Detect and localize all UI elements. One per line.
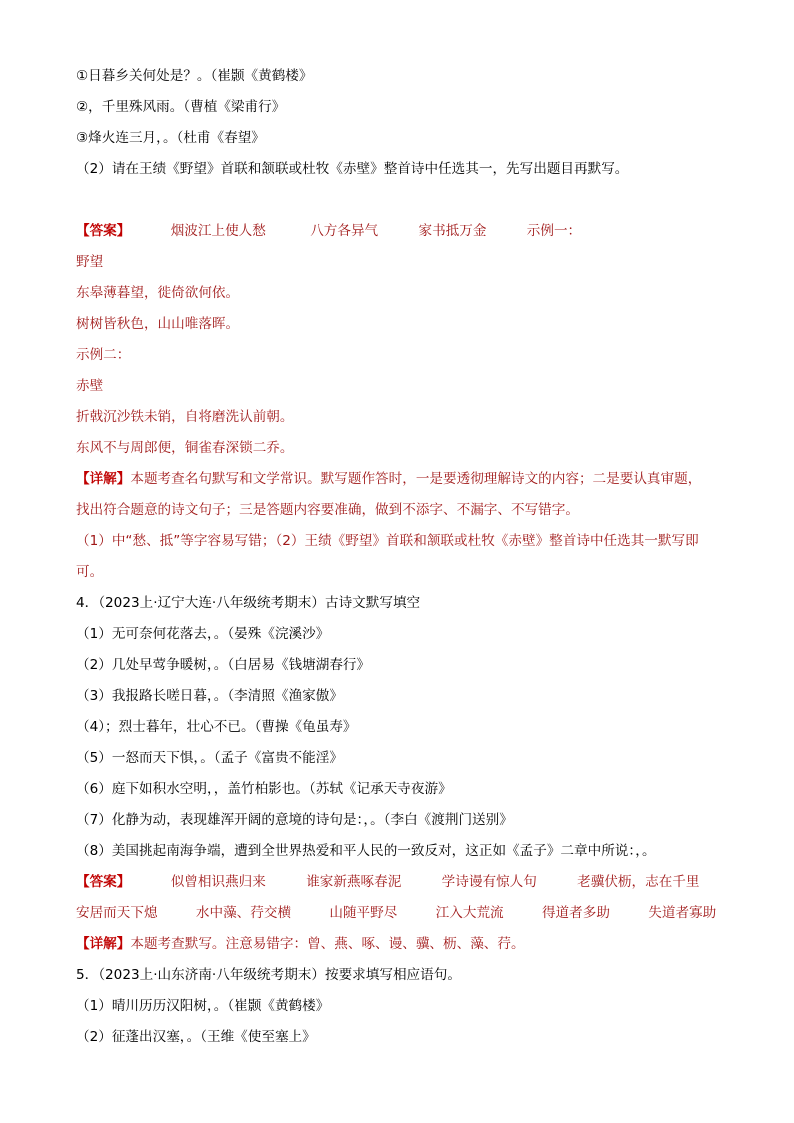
q4-item: （1）无可奈何花落去，。（晏殊《浣溪沙》 bbox=[76, 626, 330, 642]
q4-item: （8）美国挑起南海争端，遭到全世界热爱和平人民的一致反对，这正如《孟子》二章中所说：，。 bbox=[76, 843, 656, 859]
detail-text: 本题考查默写。注意易错字：曾、燕、啄、谩、骥、枥、藻、荇。 bbox=[130, 936, 525, 952]
answer-item: 老骥伏枥，志在千里 bbox=[577, 874, 700, 890]
answer-item: 山随平野尽 bbox=[329, 905, 398, 921]
q4-item: （7）化静为动，表现雄浑开阔的意境的诗句是：，。（李白《渡荆门送别》 bbox=[76, 812, 513, 828]
answer-line: 东皋薄暮望，徙倚欲何依。 bbox=[76, 285, 240, 301]
q4-item: （5）一怒而天下惧，。（孟子《富贵不能淫》 bbox=[76, 750, 343, 766]
q3-part-2: （2）请在王绩《野望》首联和颔联或杜牧《赤壁》整首诗中任选其一，先写出题目再默写。 bbox=[76, 161, 629, 177]
detail-tag: 【详解】 bbox=[76, 936, 131, 952]
answer-item: 烟波江上使人愁 bbox=[170, 223, 266, 239]
detail-1-line-4: 可。 bbox=[76, 564, 104, 580]
detail-1-line-2: 找出符合题意的诗文句子；三是答题内容要准确，做到不添字、不漏字、不写错字。 bbox=[76, 502, 579, 518]
q4-item: （4）；烈士暮年，壮心不已。（曹操《龟虽寿》 bbox=[76, 719, 357, 735]
q4-item: （6）庭下如积水空明，，盖竹柏影也。（苏轼《记承天寺夜游》 bbox=[76, 781, 452, 797]
detail-text: 本题考查名句默写和文学常识。默写题作答时，一是要透彻理解诗文的内容；二是要认真审题， bbox=[130, 471, 702, 487]
q4-title: 4．（2023上·辽宁大连·八年级统考期末）古诗文默写填空 bbox=[76, 595, 421, 611]
answer-line: 野望 bbox=[76, 254, 104, 270]
answer-item: 得道者多助 bbox=[541, 905, 610, 921]
answer-item: 失道者寡助 bbox=[648, 905, 717, 921]
answer-line: 示例二： bbox=[76, 347, 131, 363]
answer-item: 水中藻、荇交横 bbox=[195, 905, 292, 921]
q5-item: （2）征蓬出汉塞，。（王维《使至塞上》 bbox=[76, 1029, 316, 1045]
answer-2-row-1 bbox=[76, 872, 700, 892]
answer-item: 八方各异气 bbox=[310, 223, 379, 239]
q5-item: （1）晴川历历汉阳树，。（崔颢《黄鹤楼》 bbox=[76, 998, 330, 1014]
answer-item: 江入大荒流 bbox=[435, 905, 504, 921]
answer-item: 示例一： bbox=[526, 223, 582, 239]
q5-title: 5．（2023上·山东济南·八年级统考期末）按要求填写相应语句。 bbox=[76, 967, 461, 983]
detail-tag: 【详解】 bbox=[76, 471, 131, 487]
answer-item: 谁家新燕啄春泥 bbox=[306, 874, 402, 890]
detail-1-line-1 bbox=[76, 469, 701, 489]
detail-1-line-3: （1）中“愁、抵”等字容易写错；（2）王绩《野望》首联和颔联或杜牧《赤壁》整首诗中任选其一默写即 bbox=[76, 533, 699, 549]
answer-line: 赤壁 bbox=[76, 378, 104, 394]
q3-item-2: ②，千里殊风雨。（曹植《梁甫行》 bbox=[76, 99, 286, 115]
answer-item: 似曾相识燕归来 bbox=[170, 874, 266, 890]
answer-line: 东风不与周郎便，铜雀春深锁二乔。 bbox=[76, 440, 294, 456]
q4-item: （3）我报路长嗟日暮，。（李清照《渔家傲》 bbox=[76, 688, 343, 704]
answer-2-row-2 bbox=[76, 903, 716, 923]
answer-item: 学诗谩有惊人句 bbox=[441, 874, 537, 890]
answer-tag: 【答案】 bbox=[76, 223, 131, 239]
detail-2 bbox=[76, 934, 525, 954]
answer-1-row bbox=[76, 221, 581, 241]
q4-item: （2）几处早莺争暖树，。（白居易《钱塘湖春行》 bbox=[76, 657, 371, 673]
answer-line: 树树皆秋色，山山唯落晖。 bbox=[76, 316, 240, 332]
answer-line: 折戟沉沙铁未销，自将磨洗认前朝。 bbox=[76, 409, 294, 425]
answer-tag: 【答案】 bbox=[76, 874, 131, 890]
answer-item: 家书抵万金 bbox=[418, 223, 487, 239]
q3-item-3: ③烽火连三月，。（杜甫《春望》 bbox=[76, 130, 265, 146]
q3-item-1: ①日暮乡关何处是？。（崔颢《黄鹤楼》 bbox=[76, 68, 313, 84]
answer-item: 安居而天下熄 bbox=[76, 905, 158, 921]
